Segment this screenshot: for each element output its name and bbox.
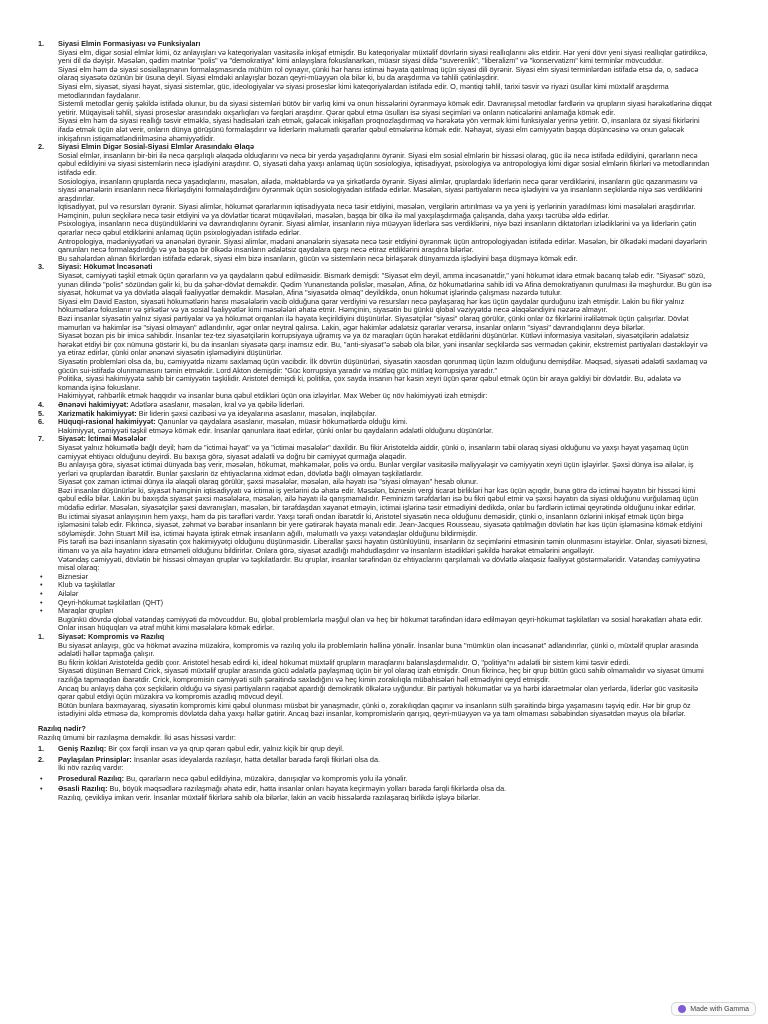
razilig-definition: Bu, qərarların necə qəbul edildiyinə, müzakirə, danışıqlar və kompromis yolu ilə yönəlir.	[124, 773, 408, 783]
section-number: 4.	[38, 399, 45, 409]
list-item-text: Qeyri-hökumət təşkilatları (QHT)	[58, 597, 164, 607]
razilig-note: Razılıq, çevikliyə imkan verir. İnsanlar müxtəlif fikirlərə sahib ola bilərlər, lakin ən vacib hissələrdə razılaşaraq birlikdə işləyə bilərlər.	[58, 793, 481, 803]
section-item	[38, 417, 712, 435]
paragraph: Hakimiyyət, rəhbərlik etmək haqqıdır və insanlar buna qəbul etdikləri üçün ona izləyirlər. Max Weber üç növ hakimiyyəti izah etmişdir:	[58, 391, 488, 401]
razilig-term: Paylaşılan Prinsiplər:	[58, 754, 132, 764]
paragraph: Bu sahələrdən alınan fikirlərdən istifadə edərək, siyasi elm bizə insanların, gücün və sistemlərin necə birləşərək dünyamızda işlədiyini başa düşməyə kömək edir.	[58, 253, 578, 263]
paragraph: Bu anlayışa görə, siyasət ictimai dünyada baş verir, məsələn, hökumət, məhkəmələr, polis və ordu. Bunlar vergilər vasitəsilə maliyyələşir və cəmiyyətin xeyri üçün işləyirlər. Şəxsi dünya isə ailələr, iş yerləri və qruplardan ibarətdir. Bunlar şəxslərin öz ehtiyaclarına xidmət edən, dövlətlə bağlı olmayan təşkilatlardır.	[58, 460, 694, 478]
paragraph: Bəzi insanlar siyasətin yalnız siyasi partiyalar və ya hökumət orqanları ilə həyata keçirildiyini düşünürlər. Siyasətçilər "siyasi" olaraq görülür, çünki onlar öz fikirlərini irəlilətmək üçün çalışırlar. Dövlət məmurları və hakimlər isə "siyasi olmayan" adlandırılır, əgər onlar neytral qalırsa. Lakin, əgər hakimlər ədalətsiz qərarlar verərsə, insanlar onların "siyasi" davrandıqlarını deyə bilərlər.	[58, 314, 689, 332]
paragraph: İqtisadiyyat, pul və resursları öyrənir. Siyasi alimlər, hökumət qərarlarının iqtisadiyyata necə təsir etdiyini, məsələn, vergilərin artırılması və ya yeni iş yerlərinin yaradılması kimi məsələləri araşdırırlar. Həmçinin, pulun seçkilərə necə təsir etdiyini və ya dövlətlər ticarət müqavilələri, məsələn, başqa bir ölkə ilə mal yaxşılaşdırmağa çalışanda, daha yaxşı təcrübə əldə edirlər.	[58, 202, 696, 220]
paragraph: Politika, siyasi hakimiyyətə sahib bir cəmiyyətin təşkilidir. Aristotel demişdi ki, politika, çox sayda insanın hər kəsin xeyri üçün qərar qəbul etmək üçün bir araya gəldiyi bir dövlətdir. Bu, ədalətə və komanda işinə fokuslanır.	[58, 374, 681, 392]
section-number: 2.	[38, 142, 45, 152]
paragraph: Ancaq bu anlayış daha çox seçkilərin olduğu və siyasi partiyaların rəqabət apardığı demokratik ölkələrə uyğundur. Bir partiyalı hökumətlər və ya hərbi idarəetmələr olan yerlərdə, liderlər güc vasitəsilə qərar qəbul etdiyi üçün müzakirə və kompromis azadlıq mövcud deyil.	[58, 683, 699, 702]
razilig-bullet: •	[40, 784, 43, 794]
razilig-number: 1.	[38, 744, 45, 754]
paragraph: Bütün bunlara baxmayaraq, siyasətin kompromis kimi qəbul olunması müsbət bir yanaşmadır, çünki o, zorakılıqdan qaçınır və insanların sülh şəraitində birgə yaşamasını təşviq edir. Hər bir grup öz istədiyini əldə etməsə də, kompromis dövlətdə daha yaxşı həllər gətirir. Ancaq bəzi insanlar, kompromislərin qarışıq, qeyri-müəyyən və ya tam olmaması səbəbindən siyasətdən məyus ola bilərlər.	[58, 700, 691, 719]
paragraph: Bugünkü dövrdə qlobal vətəndaş cəmiyyəti də mövcuddur. Bu, qlobal problemlərlə məşğul olan və heç bir hökumət tərəfindən idarə edilməyən qeyri-hökumət təşkilatları və sosial hərəkatları əhatə edir. Onlar insan hüquqları və ətraf mühit kimi məsələlərə kömək edirlər.	[58, 614, 703, 633]
razilig-term: Əsasli Razılıq:	[58, 784, 108, 794]
section-heading: Siyasət: Kompromis və Razılıq	[58, 631, 165, 641]
definition-term: Ənənəvi hakimiyyət:	[58, 399, 129, 409]
gamma-logo-icon	[678, 1005, 686, 1013]
razilig-definition: Bu, böyük məqsədlərə razılaşmağı əhatə edir, hətta insanlar onları həyata keçirməyin yolları barədə fərqli fikirlərdə olsa da.	[107, 784, 507, 794]
paragraph: Siyasi elm həm də siyasi reallığı təsvir etməklə, siyasi hadisələri izah etmək, gələcək inkişafları proqnozlaşdırmaq və hərəkətə yön vermək kimi funksiyalar yerinə yetirir. O, insanlara öz siyasi fikirlərini ifadə etmək üçün alət verir, onların dünya görüşünü formalaşdırır və liderlərin məlumatlı qərarlar qəbul etmələrinə kömək edir. Nəhayət, siyasi elm cəmiyyətin başqa düşüncəsinə və onun gələcək inkişafının istiqamətləndirilməsinə əhəmiyyətlidir.	[58, 116, 700, 143]
made-with-label: Made with Gamma	[690, 1005, 749, 1013]
razilig-item	[40, 784, 712, 803]
section-bullet: •	[40, 571, 43, 581]
definition-text: Qanunlar və qaydalara əsaslanır, məsələn, müasir hökumətlərdə olduğu kimi.	[155, 417, 408, 427]
definition-text: Bir liderin şəxsi cazibəsi və ya ideyalarına əsaslanır, məsələn, inqilabçılar.	[136, 408, 377, 418]
paragraph: Vətəndaş cəmiyyəti, dövlətin bir hissəsi olmayan qruplar və təşkilatlardır. Bu qruplar, insanlar tərəfindən öz ehtiyaclarını qarşılamalı və dövlətlə əlaqəsiz fəaliyyət göstərmələridir. Vətəndaş cəmiyyətinə misal olaraq:	[58, 554, 701, 573]
list-item-text: Ailələr	[58, 589, 79, 598]
paragraph: Bu ictimai siyasət anlayışının hem yaxşı, həm də pis tərəfləri vardır. Yaxşı tərəfi ondan ibarətdir ki, Aristotel siyasətin necə olduğunu deməsidir, çünki o, insanların özlərini inkişaf etmək üçün birgə işləməsini tələb edir. Fikrincə, siyasət, zəhmət və bərabər insanların bir yere gətirərək həyata mənalı edir. Jean-Jacques Rousseau, siyasətə qatılmağın dövlətin hər kəs üçün işləməsinə kömək etdiyini söyləmişdir. John Stuart Mill isə, ictimai həyata iştirak etmək insanların ağıllı, məlumatlı və yaxşı vətəndaşlar olduğunu bildirmişdir.	[58, 511, 703, 538]
list-item-text: Klub və təşkilatlar	[58, 580, 116, 590]
section-item	[38, 262, 712, 401]
paragraph: Siyasət, cəmiyyəti təşkil etmək üçün qərarların və ya qaydaların qəbul edilməsidir. Bismark demişdi: "Siyasət elm deyil, amma incəsənətdir," yəni hökumət idarə etmək bacarıq tələb edir. "Siyasət" sözü, yunan dilində "polis" sözündən gəlir ki, bu da şəhər-dövlət deməkdir. Qədim Yunanıstanda polislər, məsələn, Afina, öz hökumətlərinə sahib idi və Afina demokratiyanın qurulması ilə məşhurdur. Bu gün isə siyasət, hökumət və ya dövlətlə əlaqəli fəaliyyətlər deməkdir. Məsələn, Afina "siyasətdə olmaq" deyildikdə, onun hökumət işlərində çalışması nəzərdə tutulur.	[58, 271, 712, 298]
section-number: 6.	[38, 417, 45, 427]
paragraph: Siyasət çox zaman ictimai dünya ilə əlaqəli olaraq görülür, şəxsi məsələlər, məsələn, ailə həyatı isə "siyasi olmayan" hesab olunur.	[58, 477, 479, 487]
paragraph: Siyasət yalnız hökumətlə bağlı deyil; həm də "ictimai həyat" və ya "ictimai məsələlər" daxildir. Bu fikir Aristoteldə aiddir, çünki o, insanların təbii olaraq siyasi olduğunu və yaxşı həyat yaşamaq üçün cəmiyyət ehtiyacı olduğunu deyirdi. Bu baxışa görə, siyasət ədalətli və doğru bir cəmiyyət qurmağa əlaqədir.	[58, 442, 689, 461]
razilig-bullet: •	[40, 773, 43, 783]
document-body	[38, 39, 712, 803]
razilig-note: İki növ razılıq vardır:	[58, 763, 124, 773]
razilig-item-text	[58, 756, 712, 765]
paragraph: Siyasi elm həm də siyasi sosiallaşmanın formalaşmasında mühüm rol oynayır, çünki hər hansı istimai həyata qatılmaq üçün siyasi dili öyrənir. Siyasi elm siyasi terminlərdən istifadə etsə də, o, sadəcə olaraq siyasətə özünün bir üsuna deyil. Siyasi elmdəki anlayışlar bozan qeyri-müəyyən ola bilər ki, bu da araşdırma və təhlili çətinləşdirir.	[58, 64, 699, 83]
razilig-definition: Bir çox fərqli insan və ya qrup qərarı qəbul edir, yalnız kiçik bir qrup deyil.	[106, 744, 344, 754]
razilig-heading: Razılıq nədir?	[38, 723, 86, 733]
list-item	[40, 606, 712, 633]
definition-term: Xarizmatik hakimiyyət:	[58, 408, 137, 418]
section-heading: Siyasi Elmin Digər Sosial-Siyasi Elmlər Arasındakı Əlaqə	[58, 142, 255, 152]
section-bullet: •	[40, 580, 43, 590]
section-number: 3.	[38, 262, 45, 272]
section-bullet: •	[40, 589, 43, 598]
paragraph: Antropologiya, mədəniyyətləri və ənənələri öyrənir. Siyasi alimlər, mədəni ənənələrin siyasətə necə təsir etdiyini öyrənmək üçün antropologiyadan istifadə edirlər. Məsələn, bir ölkədəki mədəni dəyərlərin qanunları necə formalaşdırdığı və ya başqa bir ölkədə insanların ədalətsiz qaydalara qarşı necə etiraz etdiklərini araşdıra bilərlər.	[58, 236, 707, 255]
list-item-text: Biznesiər	[58, 571, 89, 581]
made-with-badge[interactable]	[671, 1002, 756, 1016]
paragraph: Bu siyasət anlayışı, güc və hökmət əvəzinə müzakirə, kompromis və razılıq yolu ilə problemlərin həllinə yönəlir. İnsanlar buna "mümkün olan incəsənət" adlandırırlar, çünki o, müxtəlif qruplar arasında ədalətli həllər tapmağa çalışır.	[58, 640, 699, 659]
paragraph: Siyasi elm David Easton, siyasəti hökumətlərin hansı məsələlərin vacib olduğuna qərar verdiyini və resursları necə paylaşaraq hər kəs üçün qaydalar qurduğunu izah etmişdir. Lakin bu fikir yalnız hökumətlərə fokuslanır və şirkətlər və ya sosial fəaliyyətlər kimi məsələləri əhatə etmir. Həmçinin, siyasətin bu günkü qlobal vəziyyətdə necə əlaqələndiyini nəzərə almayır.	[58, 296, 685, 315]
section-heading: Siyasət: İctimai Məsələlər	[58, 434, 147, 444]
list-item	[40, 597, 712, 608]
list-item	[40, 580, 712, 590]
paragraph: Siyasəti düşünən Bernard Crick, siyasəti müxtəlif qruplar arasında gücü ədalətlə paylaşmaq üçün bir yol olaraq izah etmişdir. Onun fikrincə, heç bir qrup bütün gücü sahib olmamalıdır və siyasət ümumi razılığa tapmaqdan ibarətdir. Crick, kompromisin cəmiyyəti sülh şəraitində saxladığını və heç kimin zorakılıqla mübahisələri həll etmədiyini qeyd etmişdir.	[58, 666, 704, 684]
razilig-definition: İnsanlar əsas ideyalarda razılaşır, hətta detallar barədə fərqli fikirləri olsa da.	[131, 754, 381, 764]
paragraph: Sosial elmlər, insanların bir-biri ilə necə qarşılıqlı əlaqədə olduqlarını və necə bir yerdə yaşadıqlarını öyrənir. Siyasi elm sosial elmlərin bir hissəsi olaraq, güc ilə necə istifadə edildiyini, qərarların necə qəbul edildiyini və siyasi sistemlərin necə işlədiyini araşdırır. O, siyasəti daha yaxşı anlamaq üçün sosiologiya, iqtisadiyyat, psixologiya və antropologiya kimi digər sosial elmlərin fikirləri və metodlarından istifadə edir.	[58, 150, 710, 177]
section-number: 1.	[38, 39, 45, 48]
section-number: 1.	[38, 631, 45, 641]
paragraph: Hakimiyyət, cəmiyyəti təşkil etməyə kömək edir. İnsanlar qanunlara itaət edirlər, çünki onlar bu qaydaların ədalətli olduğunu düşünürlər.	[58, 425, 494, 435]
paragraph: Sosiologiya, insanların qruplarda necə yaşadıqlarını, məsələn, ailədə, məktəblərdə və ya şirkətlərdə öyrənir. Siyasi alimlər, qruplardakı liderlərin necə qərar verdiklərini, insanların güc qazanmasını və siyasi ənənələrin insanların necə fikirləşdiyini formalaşdırdığını öyrənmək üçün sosiologiyadan istifadə edirlər. Məsələn, siyasi partiyaların necə işlədiyini və ya insanların seçkilərdə niyə səs verdiklərini araşdırırlar.	[58, 176, 703, 203]
definition-term: Hüquqi-rasional hakimiyyət:	[58, 417, 156, 427]
paragraph: Siyasi elm, digər sosial elmlər kimi, öz anlayışları və kateqoriyaları vasitəsilə inkişaf etmişdir. Bu kateqoriyalar müxtəlif dövrlərin siyasi reallıqlarını əks etdirir. Hər yeni dövr yeni siyasi reallıqlar gətirdikcə, yeni dil də dəyişir. Məsələn, qədim mətnlər "polis" və "demokratiya" kimi anlayışlara fokuslanarkən, müasir siyasi dildə "suverenlik", "liberalizm" və "konservatizm" kimi terminlər mövcuddur.	[58, 47, 708, 66]
definition-text: Adətlərə əsaslanır, məsələn, kral və ya qəbilə liderləri.	[128, 399, 305, 409]
list-item	[40, 571, 712, 582]
paragraph: Siyasətin problemləri olsa da, bu, cəmiyyətdə nizamı saxlamaq üçün vacibdir. İlk dövrün düşünürləri, siyasətin xaosdan qorunmaq üçün lazım olduğunu demişdilər. Məqsəd, siyasəti ədalətli saxlamaq və gücün sui-istifadə olunmamasını təmin etməkdir. Lord Akton demişdir: "Güc korrupsiya yaradır və mütləq güc mütləq korrupsiya yaradır."	[58, 356, 708, 375]
paragraph: Pis tərəfi isə bəzi insanların siyasətin çox hakimiyyətçi olduğunu düşünməsidir. Liberallar şəxsi həyatın üstünlüyünü, insanların öz seçimlərini etməsinin təmin olunmasını istəyirlər. Onlar, siyasəti biznesi, itimanı və ya ailə həyatını idarə etməmeli olduğunu bildirirlər. Onlara görə, siyasət azadlığı məhdudlaşdırır və insanların istədikləri şəkildə hərəkət etmələrini əngəlləyir.	[58, 537, 708, 556]
section-bullet: •	[40, 606, 43, 616]
section-item	[38, 434, 712, 573]
paragraph: Bəzi insanlar düşünürlər ki, siyasət həmçinin iqtisadiyyatı və ictimai iş yerlərini də əhatə edir. Məsələn, biznesin vergi ticarət birlikləri hər kəs üçün açıqdır, buna görə də ictimai həyatın bir hissəsi kimi qəbul edilə bilər. Lakin bu baxışda siyasət şəxsi məsələlərə, məsələn, ailə həyatı ilə qarışmamalıdır. Feminizm tərəfdarları isə bu fikri qəbul etmir və şəxsi həyatın da siyasi olduğunu vurğulamaq üçün müdafiə edirlər. Məsələn, siyasətçilər şəxsi davranışları, məsələn, bir tərəfdaşdan xəyanət etməyin, ictimai işlərinə təsir etmədiyini dedikdə, onlar bu fərdlərin ictimai qeyrətində olduğunu inkar edirlər.	[58, 485, 699, 513]
razilig-term: Prosedural Razılıq:	[58, 773, 125, 783]
section-item	[38, 631, 712, 719]
paragraph: Siyasi elm, siyasət, siyasi həyat, siyasi sistemlər, güc, ideologiyalar və siyasi proseslər kimi kateqoriyalardan istifadə edir. O, məntiqi təhlil, tarixi təsvir və riyazi üsullar kimi müxtəlif araşdırma metodlarından faydalanır.	[58, 81, 669, 100]
section-heading: Siyasi: Hökumət İncəsənəti	[58, 262, 153, 272]
paragraph: Psixologiya, insanların necə düşündüklərini və davrandıqlarını öyrənir. Siyasi alimlər, insanların niyə müəyyən liderlərə səs verdiklərini, niyə bəzi insanların diktatorları izlədiklərini və ya liderlərin çətin qərarlar necə qəbul etdiklərini anlamaq üçün psixologiyadan istifadə edirlər.	[58, 219, 697, 238]
section-item	[38, 39, 712, 143]
section-number: 7.	[38, 434, 45, 444]
razilig-number: 2.	[38, 754, 45, 764]
section-heading: Siyasi Elmin Formasiyası və Funksiyaları	[58, 39, 201, 48]
paragraph: Bu fikrin kökləri Aristoteldə gedib çıxır. Aristotel hesab edirdi ki, ideal hökumət müxtəlif qrupların maraqlarını balanslaşdırmalıdır. O, "politiya"nı ədalətli bir sistem kimi təsvir edirdi.	[58, 657, 631, 667]
razilig-item-text	[58, 775, 712, 784]
paragraph: Sistemli metodlar geniş şəkildə istifadə olunur, bu da siyasi sistemləri bütöv bir varlıq kimi və onun hissələrini öyrənməyə kömək edir. Davranışsal metodlar fərdlərin və qrupların siyasi hərəkətlərinə diqqət yetirir. Müqayisəli təhlil, siyasi proseslər arasındakı oxşarlıqları və fərqləri araşdırır. Qərar qəbul etmə üsulları isə siyasi seçimləri və onların nəticələrini anlamağa kömək edir.	[58, 99, 712, 117]
section-number: 5.	[38, 408, 45, 418]
section-item	[38, 142, 712, 263]
razilig-item-text	[58, 745, 712, 754]
razilig-item	[38, 744, 712, 754]
razilig-term: Geniş Razılıq:	[58, 744, 107, 754]
paragraph: Siyasət bozan pis bir imicə sahibdir. İnsanlar tez-tez siyasətçilərin korrupsiyaya uğramış və ya öz maraqları üçün hərəkət etdiklərini düşünürlər. Kütləvi informasiya vasitələri, siyasətçilərin ədalətsiz hərəkət etdiyi bir çox nümunə göstərir ki, bu da insanları siyasətə qarşı inamsız edir. Bu, "anti-siyasət"ə səbəb ola bilər, yəni insanlar seçkilərdə səs vermədən çəkinir, ekstremist partiyaları dəstəkləyir və ya etiraz edirlər, çünki onlar ənənəvi siyasətin işləmədiyini düşünürlər.	[58, 331, 708, 358]
razilig-intro: Razılıq ümumi bir razılaşma deməkdir. İki əsas hissəsi vardır:	[38, 732, 236, 742]
razilig-item	[38, 754, 712, 773]
list-item-text: Maraqlar qrupları	[58, 606, 114, 616]
section-bullet: •	[40, 597, 43, 607]
razilig-item	[40, 773, 712, 784]
